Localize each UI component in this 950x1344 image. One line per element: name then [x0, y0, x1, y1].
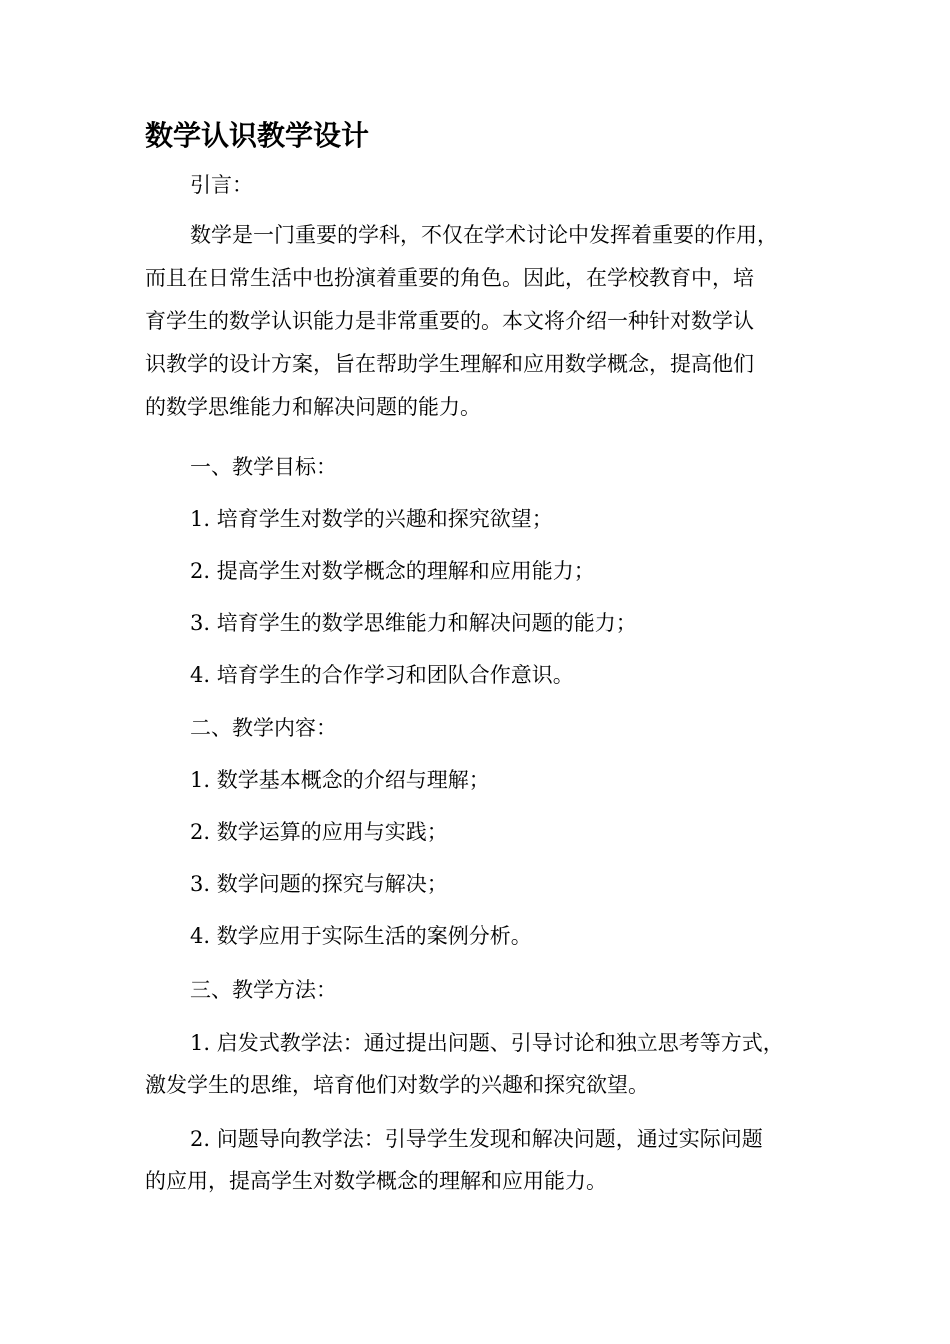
paragraph-line: 数学是一门重要的学科，不仅在学术讨论中发挥着重要的作用， [190, 223, 778, 247]
list-item: 1. 培育学生对数学的兴趣和探究欲望； [190, 507, 553, 531]
paragraph-line: 育学生的数学认识能力是非常重要的。本文将介绍一种针对数学认 [145, 309, 754, 333]
document-title: 数学认识教学设计 [145, 119, 370, 152]
list-item: 1. 数学基本概念的介绍与理解； [190, 768, 490, 792]
paragraph-line: 识教学的设计方案，旨在帮助学生理解和应用数学概念，提高他们 [145, 352, 754, 376]
paragraph-line: 而且在日常生活中也扮演着重要的角色。因此，在学校教育中，培 [145, 266, 754, 290]
list-item: 4. 培育学生的合作学习和团队合作意识。 [190, 663, 574, 687]
list-item: 3. 培育学生的数学思维能力和解决问题的能力； [190, 611, 637, 635]
intro-paragraph [145, 220, 805, 435]
intro-label: 引言： [190, 173, 253, 197]
list-item: 2. 数学运算的应用与实践； [190, 820, 448, 844]
list-item-continuation: 激发学生的思维，培育他们对数学的兴趣和探究欲望。 [145, 1073, 649, 1097]
list-item: 1. 启发式教学法：通过提出问题、引导讨论和独立思考等方式， [190, 1031, 784, 1055]
list-item: 2. 提高学生对数学概念的理解和应用能力； [190, 559, 595, 583]
section-heading-goals: 一、教学目标： [190, 455, 337, 479]
list-item: 3. 数学问题的探究与解决； [190, 872, 448, 896]
list-item-continuation: 的应用，提高学生对数学概念的理解和应用能力。 [145, 1169, 607, 1193]
list-item: 4. 数学应用于实际生活的案例分析。 [190, 924, 532, 948]
paragraph-line: 的数学思维能力和解决问题的能力。 [145, 395, 481, 419]
section-heading-content: 二、教学内容： [190, 716, 337, 740]
list-item: 2. 问题导向教学法：引导学生发现和解决问题，通过实际问题 [190, 1127, 763, 1151]
section-heading-methods: 三、教学方法： [190, 978, 337, 1002]
